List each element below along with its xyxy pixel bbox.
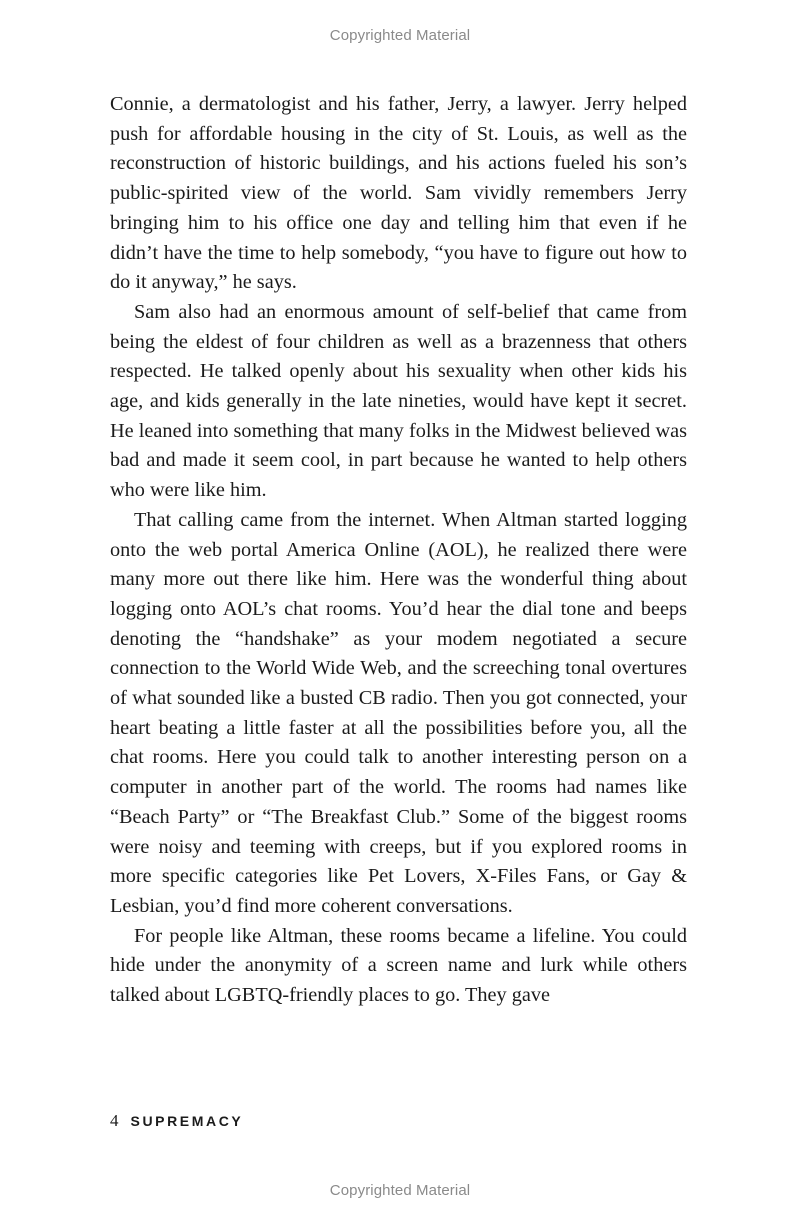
page-footer — [110, 1111, 243, 1131]
copyright-watermark-top: Copyrighted Material — [329, 27, 471, 44]
paragraph: Connie, a dermatologist and his father, Jerry, a lawyer. Jerry helped push for affordable housing in the city of St. Louis, as well as the reconstruction of historic buildings, and his actions fueled his son’s public-spirited view of the world. Sam vividly remembers Jerry bringing him to his office one day and telling him that even if he didn’t have the time to help somebody, “you have to figure out how to do it anyway,” he says. — [110, 93, 687, 294]
paragraph: Sam also had an enormous amount of self-belief that came from being the eldest of four children as well as a brazenness that others respected. He talked openly about his sexuality when other kids his age, and kids generally in the late nineties, would have kept it secret. He leaned into something that many folks in the Midwest believed was bad and made it seem cool, in part because he wanted to help others who were like him. — [110, 300, 687, 502]
copyright-watermark-bottom: Copyrighted Material — [329, 1182, 471, 1199]
paragraph: For people like Altman, these rooms became a lifeline. You could hide under the anonymity of a screen name and lurk while others talked about LGBTQ-friendly places to go. They gave — [110, 924, 687, 1007]
page-number: 4 — [110, 1111, 119, 1130]
running-head: SUPREMACY — [130, 1113, 244, 1129]
body-text — [110, 90, 687, 1011]
paragraph: That calling came from the internet. When Altman started logging onto the web portal America Online (AOL), he realized there were many more out there like him. Here was the wonderful thing about logging onto AOL’s chat rooms. You’d hear the dial tone and beeps denoting the “handshake” as your modem negotiated a secure connection to the World Wide Web, and the screeching tonal overtures of what sounded like a busted CB radio. Then you got connected, your heart beating a little faster at all the possibilities before you, all the chat rooms. Here you could talk to another interesting person on a computer in another part of the world. The rooms had names like “Beach Party” or “The Breakfast Club.” Some of the biggest rooms were noisy and teeming with creeps, but if you explored rooms in more specific categories like Pet Lovers, X-Files Fans, or Gay & Lesbian, you’d find more coherent conversations. — [110, 508, 687, 917]
